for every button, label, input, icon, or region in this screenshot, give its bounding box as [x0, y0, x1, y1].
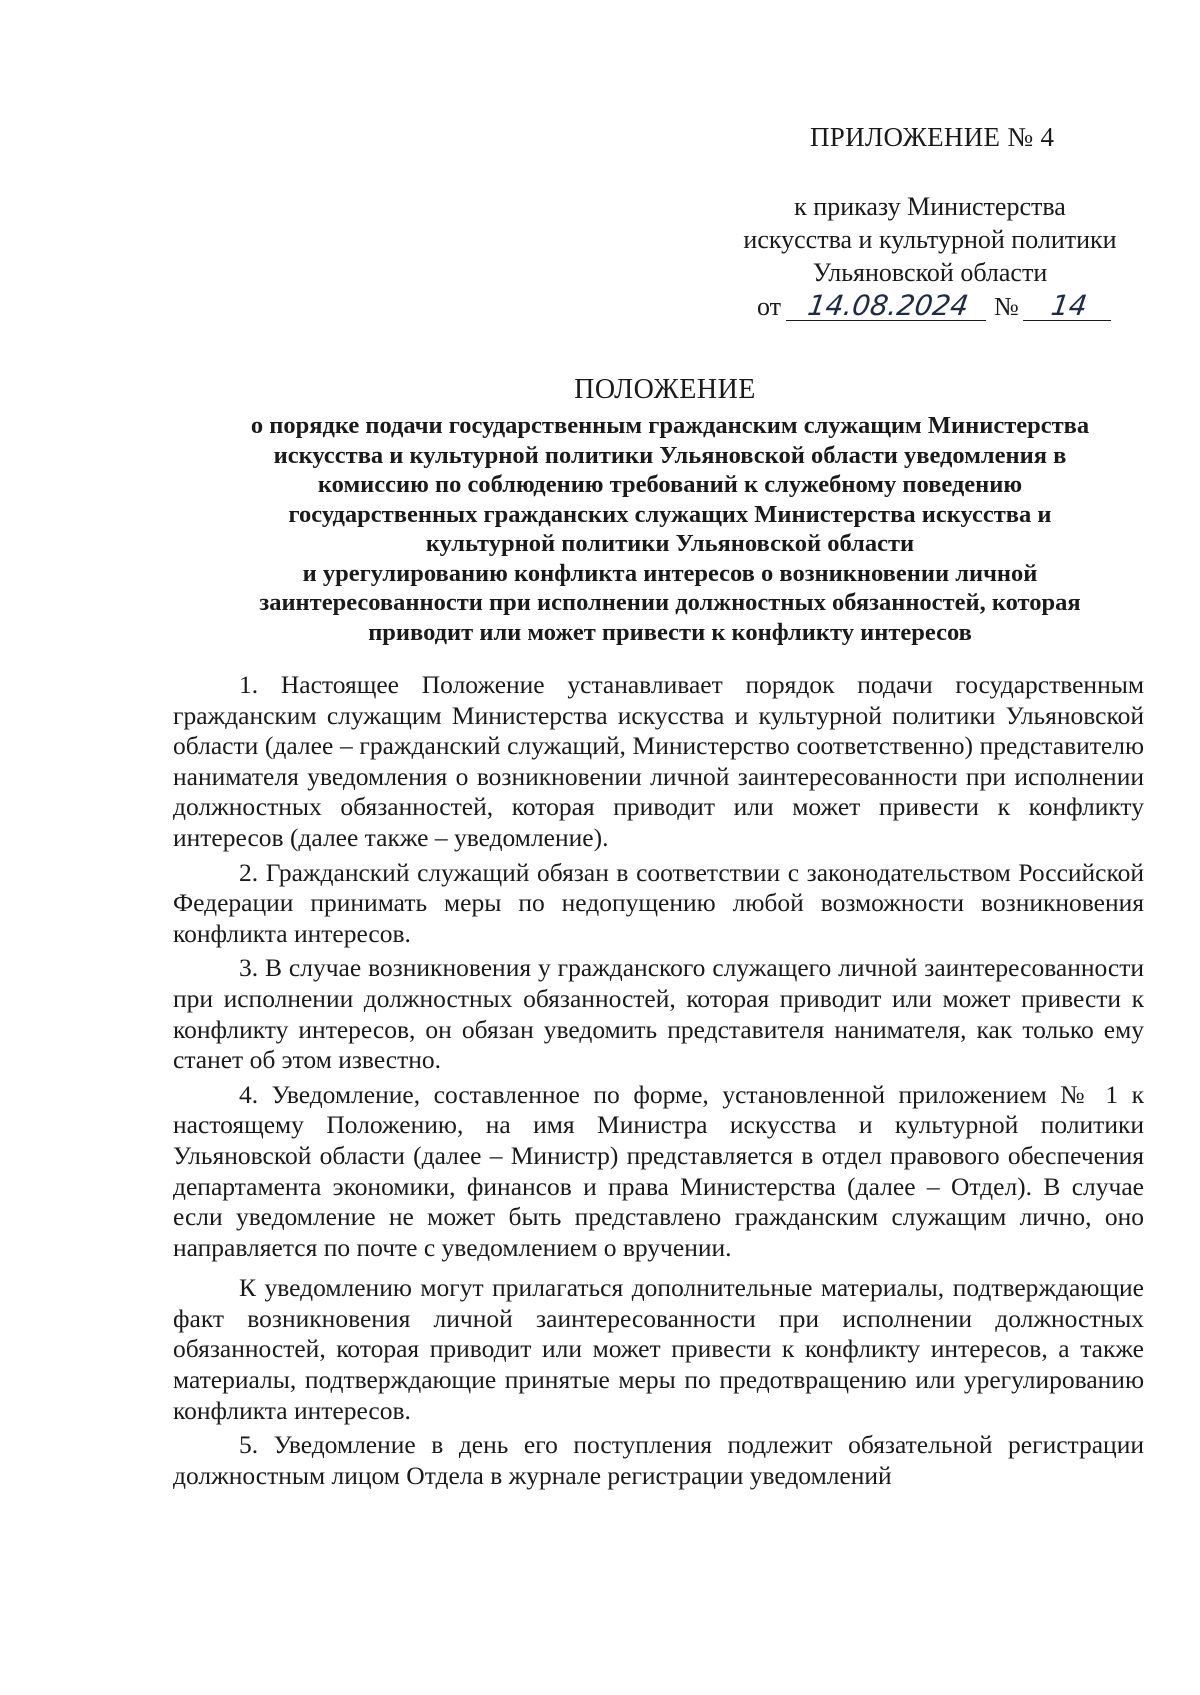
handwritten-date: 14.08.2024	[785, 292, 989, 321]
order-reference	[720, 190, 1140, 289]
document-subtitle	[170, 411, 1170, 647]
subtitle-line: культурной политики Ульяновской области	[425, 530, 915, 557]
order-ref-line: Ульяновской области	[812, 258, 1048, 287]
paragraph-3: 3. В случае возникновения у гражданского служащего личной заинтересованности при исполнении должностных обязанностей, которая приводит или может привести к конфликту интересов, он обязан уведомить представителя нанимателя, как только ему станет об этом известно.	[173, 953, 1144, 1075]
appendix-label: ПРИЛОЖЕНИЕ № 4	[810, 122, 1055, 152]
number-sign: №	[994, 292, 1019, 321]
handwritten-order-number: 14	[1023, 292, 1115, 321]
paragraph-4-attachments: К уведомлению могут прилагаться дополнительные материалы, подтверждающие факт возникновения личной заинтересованности при исполнении должностных обязанностей, которая приводит или может привести к конфликту интересов, а также материалы, подтверждающие принятые меры по предотвращению или урегулированию конфликта интересов.	[173, 1273, 1144, 1425]
paragraph-5: 5. Уведомление в день его поступления подлежит обязательной регистрации должностным лицом Отдела в журнале регистрации уведомлений	[173, 1430, 1144, 1490]
paragraph-4: 4. Уведомление, составленное по форме, установленной приложением № 1 к настоящему Положению, на имя Министра искусства и культурной политики Ульяновской области (далее – Министр) представляется в отдел правового обеспечения департамента экономики, финансов и права Министерства (далее – Отдел). В случае если уведомление не может быть представлено гражданским служащим лично, оно направляется по почте с уведомлением о вручении.	[173, 1079, 1144, 1262]
paragraph-2: 2. Гражданский служащий обязан в соответствии с законодательством Российской Федерации принимать меры по недопущению любой возможности возникновения конфликта интересов.	[173, 857, 1144, 948]
paragraph-1: 1. Настоящее Положение устанавливает порядок подачи государственным гражданским служащим Министерства искусства и культурной политики Ульяновской области (далее – гражданский служащий, Министерство соответственно) представителю нанимателя уведомления о возникновении личной заинтересованности при исполнении должностных обязанностей, которая приводит или может привести к конфликту интересов (далее также – уведомление).	[173, 670, 1144, 852]
order-ref-line: к приказу Министерства	[794, 192, 1066, 221]
subtitle-line: искусства и культурной политики Ульяновской области уведомления в	[273, 441, 1067, 469]
subtitle-line: заинтересованности при исполнении должностных обязанностей, которая	[259, 589, 1081, 616]
subtitle-line: и урегулированию конфликта интересов о возникновении личной	[302, 559, 1038, 587]
subtitle-line: о порядке подачи государственным гражданским служащим Министерства	[250, 412, 1090, 439]
date-prefix: от	[757, 292, 782, 321]
document-body	[173, 670, 1144, 1491]
subtitle-line: государственных гражданских служащих Министерства искусства и	[288, 500, 1052, 528]
subtitle-line: приводит или может привести к конфликту интересов	[368, 618, 972, 646]
order-ref-line: искусства и культурной политики	[743, 225, 1117, 254]
order-date-line	[757, 289, 1113, 322]
document-title: ПОЛОЖЕНИЕ	[574, 374, 756, 405]
subtitle-line: комиссию по соблюдению требований к служебному поведению	[317, 471, 1023, 498]
